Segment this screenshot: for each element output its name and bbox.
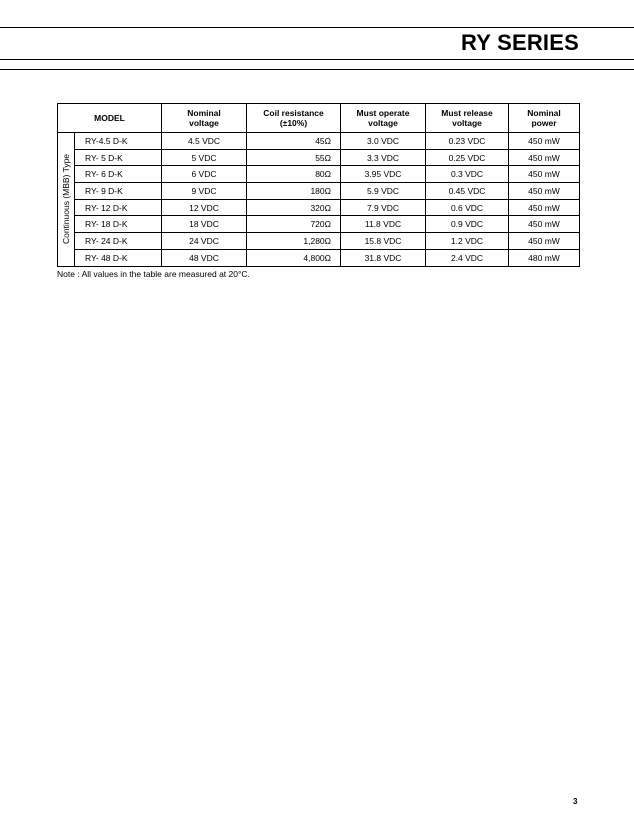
type-label-cell xyxy=(58,133,75,267)
cell-must-operate: 3.95 VDC xyxy=(341,166,426,183)
type-label: Continuous (MBB) Type xyxy=(61,154,71,245)
header-top-rule xyxy=(0,27,634,28)
header-must-release-line1: Must release xyxy=(441,108,493,118)
header-nominal-voltage xyxy=(162,104,247,133)
header-coil-resistance-line1: Coil resistance xyxy=(263,108,324,118)
header-must-release xyxy=(426,104,509,133)
cell-nominal-voltage: 4.5 VDC xyxy=(162,133,247,150)
cell-nominal-power: 450 mW xyxy=(509,149,580,166)
cell-must-release: 0.25 VDC xyxy=(426,149,509,166)
cell-must-release: 0.3 VDC xyxy=(426,166,509,183)
cell-must-release: 1.2 VDC xyxy=(426,233,509,250)
cell-must-release: 0.23 VDC xyxy=(426,133,509,150)
cell-must-release: 0.45 VDC xyxy=(426,183,509,200)
header-coil-resistance xyxy=(247,104,341,133)
cell-must-release: 0.9 VDC xyxy=(426,216,509,233)
cell-coil-resistance: 180Ω xyxy=(247,183,341,200)
cell-nominal-voltage: 18 VDC xyxy=(162,216,247,233)
table-row xyxy=(58,233,580,250)
cell-nominal-power: 450 mW xyxy=(509,199,580,216)
table-row xyxy=(58,249,580,266)
cell-must-operate: 15.8 VDC xyxy=(341,233,426,250)
header-must-operate xyxy=(341,104,426,133)
cell-must-operate: 7.9 VDC xyxy=(341,199,426,216)
cell-model: RY-4.5 D-K xyxy=(75,133,162,150)
page-number: 3 xyxy=(573,797,578,806)
table-row xyxy=(58,183,580,200)
cell-nominal-power: 450 mW xyxy=(509,183,580,200)
header-must-operate-line2: voltage xyxy=(368,118,398,128)
cell-must-operate: 3.3 VDC xyxy=(341,149,426,166)
cell-must-release: 2.4 VDC xyxy=(426,249,509,266)
table-row xyxy=(58,133,580,150)
cell-must-release: 0.6 VDC xyxy=(426,199,509,216)
cell-coil-resistance: 720Ω xyxy=(247,216,341,233)
cell-coil-resistance: 55Ω xyxy=(247,149,341,166)
cell-model: RY- 6 D-K xyxy=(75,166,162,183)
cell-coil-resistance: 45Ω xyxy=(247,133,341,150)
cell-must-operate: 3.0 VDC xyxy=(341,133,426,150)
cell-nominal-power: 450 mW xyxy=(509,133,580,150)
cell-nominal-voltage: 12 VDC xyxy=(162,199,247,216)
header-secondary-rule xyxy=(0,69,634,70)
cell-model: RY- 48 D-K xyxy=(75,249,162,266)
cell-coil-resistance: 320Ω xyxy=(247,199,341,216)
header-nominal-power-line2: power xyxy=(531,118,557,128)
cell-model: RY- 5 D-K xyxy=(75,149,162,166)
cell-must-operate: 31.8 VDC xyxy=(341,249,426,266)
cell-nominal-voltage: 48 VDC xyxy=(162,249,247,266)
table-note: Note : All values in the table are measured at 20°C. xyxy=(57,269,250,279)
cell-coil-resistance: 4,800Ω xyxy=(247,249,341,266)
cell-model: RY- 12 D-K xyxy=(75,199,162,216)
cell-coil-resistance: 80Ω xyxy=(247,166,341,183)
cell-nominal-voltage: 9 VDC xyxy=(162,183,247,200)
table-header-row xyxy=(58,104,580,133)
header-nominal-power-line1: Nominal xyxy=(527,108,561,118)
table-row xyxy=(58,216,580,233)
header-must-operate-line1: Must operate xyxy=(356,108,410,118)
header-coil-resistance-line2: (±10%) xyxy=(279,118,308,128)
table-row xyxy=(58,199,580,216)
header-nominal-voltage-line2: voltage xyxy=(189,118,219,128)
cell-model: RY- 24 D-K xyxy=(75,233,162,250)
cell-nominal-voltage: 6 VDC xyxy=(162,166,247,183)
relay-spec-table xyxy=(57,103,580,267)
header-must-release-line2: voltage xyxy=(452,118,482,128)
cell-must-operate: 11.8 VDC xyxy=(341,216,426,233)
cell-nominal-voltage: 5 VDC xyxy=(162,149,247,166)
table-row xyxy=(58,166,580,183)
cell-model: RY- 18 D-K xyxy=(75,216,162,233)
cell-nominal-voltage: 24 VDC xyxy=(162,233,247,250)
cell-model: RY- 9 D-K xyxy=(75,183,162,200)
cell-nominal-power: 450 mW xyxy=(509,216,580,233)
series-title: RY SERIES xyxy=(461,30,579,55)
header-nominal-power xyxy=(509,104,580,133)
table-row xyxy=(58,149,580,166)
header-model: MODEL xyxy=(58,104,162,133)
header-nominal-voltage-line1: Nominal xyxy=(187,108,221,118)
header-bottom-rule xyxy=(0,59,634,60)
cell-must-operate: 5.9 VDC xyxy=(341,183,426,200)
cell-coil-resistance: 1,280Ω xyxy=(247,233,341,250)
cell-nominal-power: 450 mW xyxy=(509,166,580,183)
cell-nominal-power: 450 mW xyxy=(509,233,580,250)
cell-nominal-power: 480 mW xyxy=(509,249,580,266)
